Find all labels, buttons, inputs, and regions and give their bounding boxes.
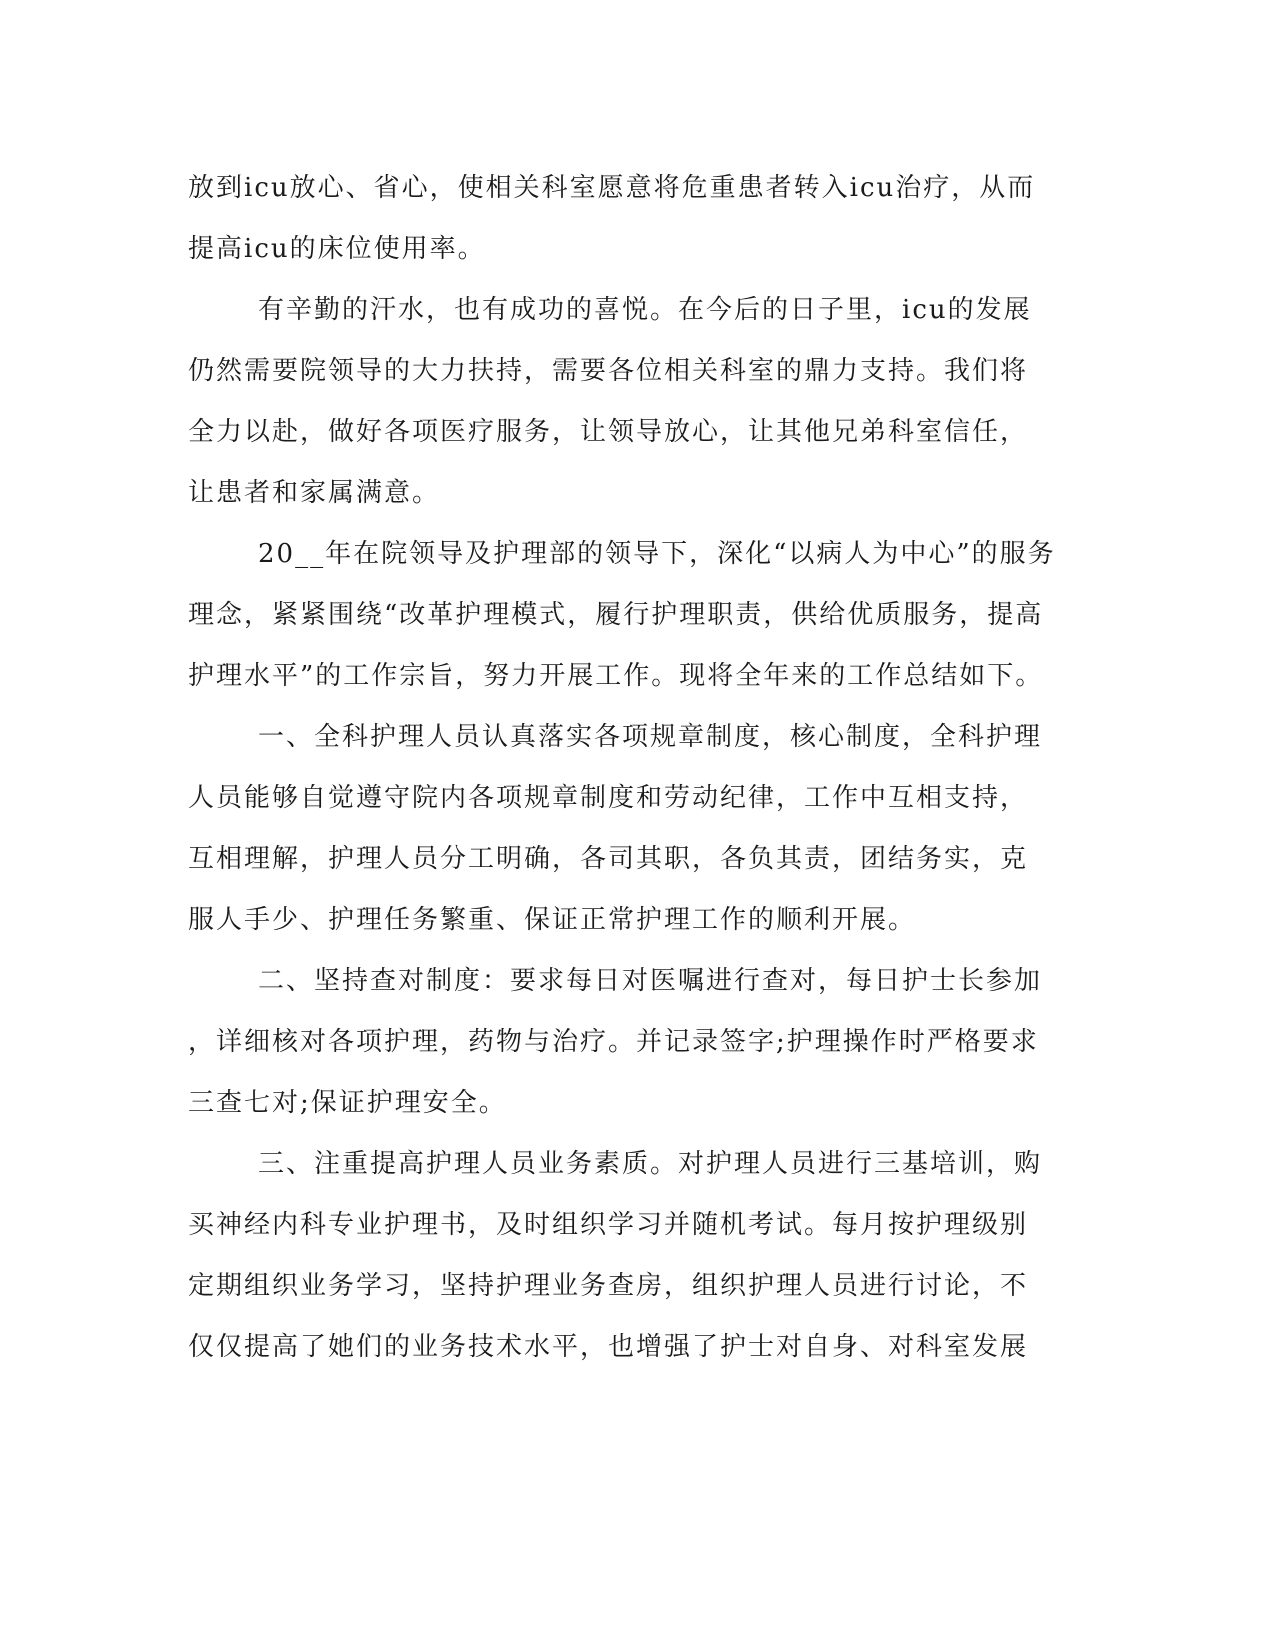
paragraph [188, 1134, 1088, 1378]
paragraph [188, 707, 1088, 951]
text-line: 互相理解，护理人员分工明确，各司其职，各负其责，团结务实，克 [188, 844, 1029, 874]
text-line: 仅仅提高了她们的业务技术水平，也增强了护士对自身、对科室发展 [188, 1332, 1029, 1362]
text-line: 提高icu的床位使用率。 [188, 234, 486, 264]
document-body [188, 158, 1088, 1378]
paragraph [188, 280, 1088, 524]
text-line: 服人手少、护理任务繁重、保证正常护理工作的顺利开展。 [188, 905, 917, 935]
text-line: 人员能够自觉遵守院内各项规章制度和劳动纪律，工作中互相支持， [188, 783, 1029, 813]
text-line: 二、坚持查对制度：要求每日对医嘱进行查对，每日护士长参加 [258, 966, 1043, 996]
text-line: 理念，紧紧围绕“改革护理模式，履行护理职责，供给优质服务，提高 [188, 600, 1044, 630]
text-line: 放到icu放心、省心，使相关科室愿意将危重患者转入icu治疗，从而 [188, 173, 1036, 203]
text-line: 有辛勤的汗水，也有成功的喜悦。在今后的日子里，icu的发展 [258, 295, 1032, 325]
text-line: 三、注重提高护理人员业务素质。对护理人员进行三基培训，购 [258, 1149, 1043, 1179]
text-line: 护理水平”的工作宗旨，努力开展工作。现将全年来的工作总结如下。 [188, 661, 1044, 691]
text-line: ，详细核对各项护理，药物与治疗。并记录签字;护理操作时严格要求 [188, 1027, 1039, 1057]
text-line: 三查七对;保证护理安全。 [188, 1088, 507, 1118]
text-line: 定期组织业务学习，坚持护理业务查房，组织护理人员进行讨论，不 [188, 1271, 1029, 1301]
text-line: 20__年在院领导及护理部的领导下，深化“以病人为中心”的服务 [258, 539, 1056, 569]
text-line: 买神经内科专业护理书，及时组织学习并随机考试。每月按护理级别 [188, 1210, 1029, 1240]
text-line: 一、全科护理人员认真落实各项规章制度，核心制度，全科护理 [258, 722, 1043, 752]
text-line: 全力以赴，做好各项医疗服务，让领导放心，让其他兄弟科室信任， [188, 417, 1029, 447]
paragraph [188, 158, 1088, 280]
text-line: 仍然需要院领导的大力扶持，需要各位相关科室的鼎力支持。我们将 [188, 356, 1029, 386]
text-line: 让患者和家属满意。 [188, 478, 441, 508]
paragraph [188, 951, 1088, 1134]
paragraph [188, 524, 1088, 707]
